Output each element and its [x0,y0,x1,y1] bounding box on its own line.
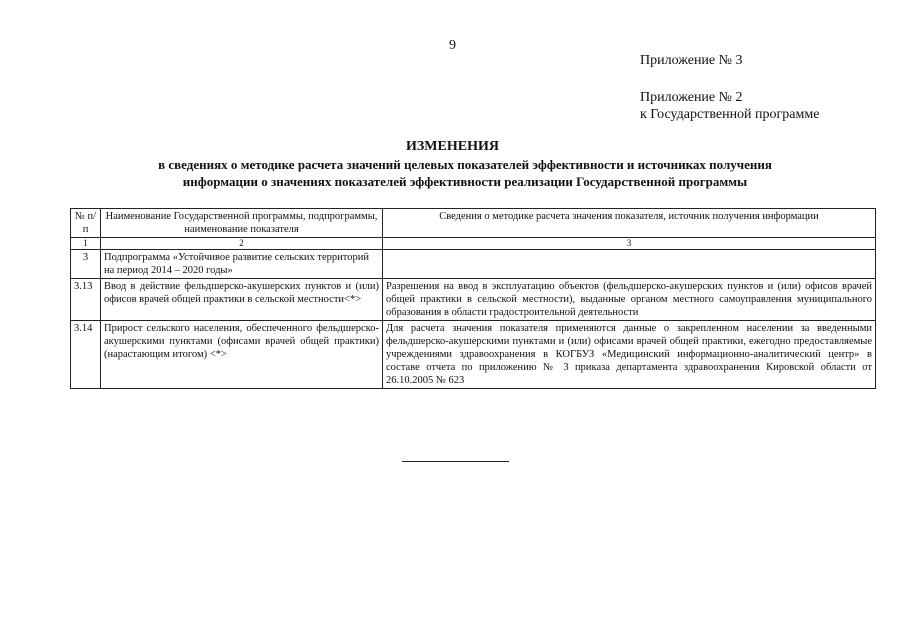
column-number: 1 [71,238,101,250]
table-row [71,250,876,279]
subtitle-line2: информации о значениях показателей эффективности реализации Государственной программы [182,174,748,189]
row-info [383,250,876,279]
page-number: 9 [449,38,456,53]
document-subtitle [100,156,830,190]
row-number: 3.14 [71,321,101,389]
row-name: Ввод в действие фельдшерско-акушерских пунктов и (или) офисов врачей общей практики в сельской местности<*> [101,279,383,321]
column-number: 3 [383,238,876,250]
header-name: Наименование Государственной программы, подпрограммы, наименование показателя [101,209,383,238]
footnote-separator [402,461,509,462]
header-number: № п/п [71,209,101,238]
appendix-3-label: Приложение № 3 [640,53,743,68]
appendix-2-block [640,89,819,123]
document-title: ИЗМЕНЕНИЯ [406,139,499,154]
column-number-row [71,238,876,250]
row-number: 3 [71,250,101,279]
indicators-table [70,208,876,389]
table-row [71,321,876,389]
subtitle-line1: в сведениях о методике расчета значений целевых показателей эффективности и источниках получения [158,157,772,172]
table-header-row [71,209,876,238]
header-info: Сведения о методике расчета значения показателя, источник получения информации [383,209,876,238]
row-name: Подпрограмма «Устойчивое развитие сельских территорий на период 2014 – 2020 годы» [101,250,383,279]
row-name: Прирост сельского населения, обеспеченного фельдшерско-акушерскими пунктами (офисами врачей общей практики) (нарастающим итогом) <*> [101,321,383,389]
appendix-2-line2: к Государственной программе [640,107,820,122]
row-info: Для расчета значения показателя применяются данные о закрепленном населении за введенными фельдшерско-акушерскими пунктами и (или) офисами врачей общей практики, ежегодно предоставляемые учреждениями здравоохранения в КОГБУЗ «Медицинский информационно-аналитический центр» в составе отчета по приложению № 3 приказа департамента здравоохранения Кировской области от 26.10.2005 № 623 [383,321,876,389]
table-row [71,279,876,321]
row-number: 3.13 [71,279,101,321]
column-number: 2 [101,238,383,250]
appendix-2-line1: Приложение № 2 [640,90,743,105]
row-info: Разрешения на ввод в эксплуатацию объектов (фельдшерско-акушерских пунктов и (или) офисов врачей общей практики в сельской местности), выданные органом местного самоуправления муниципального образования в области градостроительной деятельности [383,279,876,321]
